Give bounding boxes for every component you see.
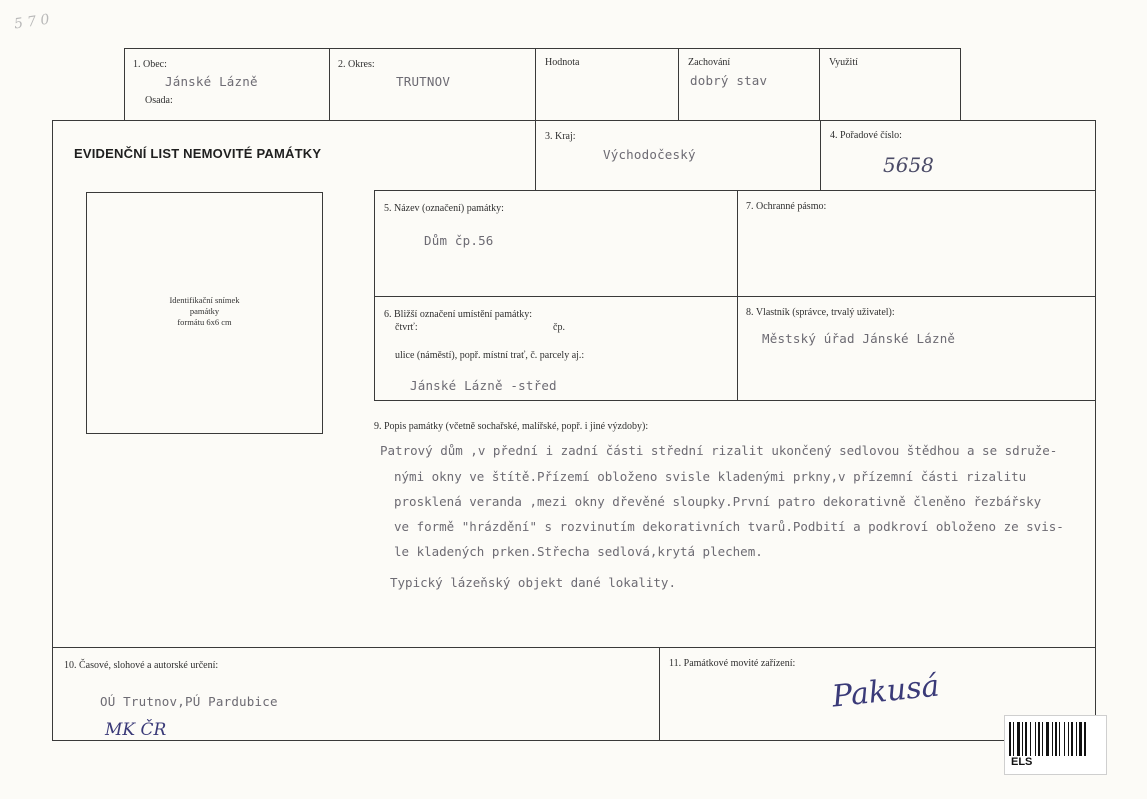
urceni-value: OÚ Trutnov,PÚ Pardubice	[100, 694, 278, 709]
barcode-bar	[1017, 722, 1020, 756]
barcode-bar	[1068, 722, 1069, 756]
photo-placeholder	[86, 192, 323, 434]
barcode-bar	[1035, 722, 1036, 756]
barcode-bar	[1071, 722, 1073, 756]
photo-caption-line2: památky	[189, 306, 220, 316]
urceni-handwritten: MK ČR	[105, 720, 167, 740]
poradove-cislo-value: 5658	[883, 153, 934, 177]
barcode-bar	[1076, 722, 1077, 756]
umisteni-label: 6. Bližší označení umístění památky:	[384, 309, 533, 320]
umisteni-value: Jánské Lázně -střed	[410, 378, 557, 393]
photo-caption-line1: Identifikační snímek	[169, 295, 240, 305]
barcode-bar	[1022, 722, 1023, 756]
urceni-label: 10. Časové, slohové a autorské určení:	[64, 660, 219, 671]
barcode-bar	[1013, 722, 1014, 756]
nazev-value: Dům čp.56	[424, 233, 494, 248]
obec-label: 1. Obec:	[133, 59, 167, 70]
movite-zarizeni-label: 11. Památkové movité zařízení:	[669, 658, 796, 669]
field-obec-box	[124, 48, 330, 121]
okres-label: 2. Okres:	[338, 59, 375, 70]
ctvrt-label: čtvrť:	[395, 322, 418, 333]
kraj-value: Východočeský	[603, 147, 696, 162]
barcode-bar	[1042, 722, 1043, 756]
popis-line: Typický lázeňský objekt dané lokality.	[390, 575, 676, 590]
barcode-bar	[1038, 722, 1040, 756]
popis-line: le kladených prken.Střecha sedlová,krytá plechem.	[394, 544, 763, 559]
popis-line: prosklená veranda ,mezi okny dřevěné sloupky.První patro dekorativně členěno řezbářsky	[394, 494, 1042, 509]
popis-label: 9. Popis památky (včetně sochařské, malířské, popř. i jiné výzdoby):	[374, 421, 649, 432]
field-umisteni-box	[374, 296, 738, 401]
vlastnik-value: Městský úřad Jánské Lázně	[762, 331, 956, 346]
popis-line: Patrový dům ,v přední i zadní části střední rizalit ukončený sedlovou štědhou a se sdruže-	[380, 443, 1058, 458]
barcode-bar	[1079, 722, 1082, 756]
field-vyuziti-box	[819, 48, 961, 121]
barcode-bar	[1009, 722, 1011, 756]
osada-label: Osada:	[145, 95, 173, 106]
nazev-label: 5. Název (označení) památky:	[384, 203, 504, 214]
photo-caption-line3: formátu 6x6 cm	[177, 317, 232, 327]
barcode-bar	[1052, 722, 1053, 756]
barcode-bar	[1046, 722, 1049, 756]
barcode-bar	[1025, 722, 1027, 756]
kraj-label: 3. Kraj:	[545, 131, 576, 142]
signature: Pakusá	[830, 668, 942, 715]
barcode-bar	[1055, 722, 1057, 756]
cp-label: čp.	[553, 322, 565, 333]
zachovani-label: Zachování	[688, 57, 731, 68]
photo-caption	[87, 295, 322, 328]
barcode-sticker	[1004, 715, 1107, 775]
barcode-bar	[1030, 722, 1031, 756]
hodnota-label: Hodnota	[545, 57, 580, 68]
field-kraj-box	[535, 120, 821, 191]
field-zachovani-box	[678, 48, 820, 121]
barcode-icon	[1009, 722, 1102, 756]
ochranne-pasmo-label: 7. Ochranné pásmo:	[746, 201, 827, 212]
field-urceni-box	[52, 647, 660, 741]
field-hodnota-box	[535, 48, 679, 121]
field-nazev-box	[374, 190, 738, 297]
vlastnik-label: 8. Vlastník (správce, trvalý uživatel):	[746, 307, 895, 318]
corner-pencil-mark: 5 7 0	[13, 11, 51, 33]
barcode-label: ELS	[1011, 756, 1033, 768]
poradove-cislo-label: 4. Pořadové číslo:	[830, 130, 902, 141]
document-title: EVIDENČNÍ LIST NEMOVITÉ PAMÁTKY	[74, 146, 322, 161]
popis-line: nými okny ve štítě.Přízemí obloženo svisle kladenými prkny,v přízemní části rizalitu	[394, 469, 1027, 484]
field-poradove-cislo-box	[820, 120, 1096, 191]
field-ochranne-pasmo-box	[737, 190, 1096, 297]
field-vlastnik-box	[737, 296, 1096, 401]
popis-line: ve formě "hrázdění" s rozvinutím dekorativních tvarů.Podbití a podkroví obloženo ze svis-	[394, 519, 1064, 534]
barcode-bar	[1064, 722, 1065, 756]
vyuziti-label: Využití	[829, 57, 858, 68]
obec-value: Jánské Lázně	[165, 74, 258, 89]
barcode-bar	[1084, 722, 1086, 756]
ulice-label: ulice (náměstí), popř. místní trať, č. parcely aj.:	[395, 350, 585, 361]
okres-value: TRUTNOV	[396, 74, 451, 89]
field-okres-box	[329, 48, 536, 121]
zachovani-value: dobrý stav	[690, 73, 768, 88]
barcode-bar	[1059, 722, 1060, 756]
